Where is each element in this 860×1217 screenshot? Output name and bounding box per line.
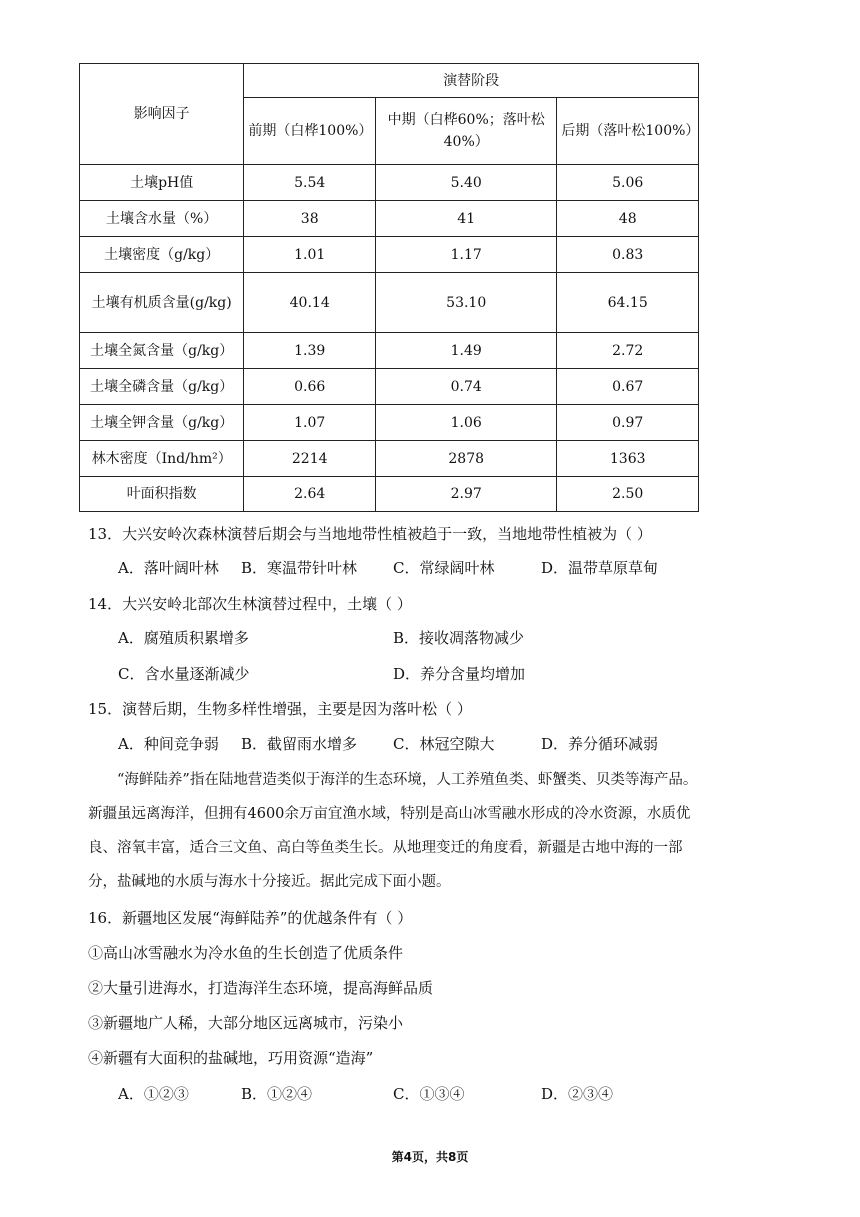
data-table: [79, 63, 699, 512]
row-label: 土壤全磷含量（g/kg）: [80, 369, 244, 405]
question-14-stem: 14．大兴安岭北部次生林演替过程中，土壤（ ）: [88, 595, 412, 613]
table-row: [80, 441, 699, 477]
cell-value: 0.74: [376, 369, 557, 405]
table-row: [80, 369, 699, 405]
question-15-stem: 15．演替后期，生物多样性增强，主要是因为落叶松（ ）: [88, 700, 472, 718]
row-label: 土壤全氮含量（g/kg）: [80, 333, 244, 369]
cell-value: 64.15: [557, 273, 699, 333]
stage-middle: 中期（白桦60%；落叶松40%）: [376, 98, 557, 165]
question-13-option-b: B．寒温带针叶林: [241, 559, 358, 577]
question-13-option-d: D．温带草原草甸: [541, 559, 659, 577]
question-16-option-c: C．①③④: [393, 1085, 465, 1103]
cell-value: 1.07: [244, 405, 376, 441]
cell-value: 5.40: [376, 165, 557, 201]
row-label: 土壤全钾含量（g/kg）: [80, 405, 244, 441]
question-13-option-c: C．常绿阔叶林: [393, 559, 495, 577]
question-16-statement-3: ③新疆地广人稀，大部分地区远离城市，污染小: [88, 1014, 404, 1032]
stage-late: 后期（落叶松100%）: [557, 98, 699, 165]
cell-value: 5.54: [244, 165, 376, 201]
cell-value: 38: [244, 201, 376, 237]
row-label: 土壤密度（g/kg）: [80, 237, 244, 273]
cell-value: 53.10: [376, 273, 557, 333]
cell-value: 2.64: [244, 477, 376, 512]
cell-value: 0.67: [557, 369, 699, 405]
cell-value: 2.72: [557, 333, 699, 369]
cell-value: 0.66: [244, 369, 376, 405]
table-row: [80, 405, 699, 441]
cell-value: 2214: [244, 441, 376, 477]
page-footer: 第4页，共8页: [391, 1150, 469, 1164]
passage: “海鲜陆养”指在陆地营造类似于海洋的生态环境，人工养殖鱼类、虾蟹类、贝类等海产品。新疆虽远离海洋，但拥有4600余万亩宜渔水域，特别是高山冰雪融水形成的冷水资源，水质优良、溶氧丰富，适合三文鱼、高白等鱼类生长。从地理变迁的角度看，新疆是古地中海的一部分，盐碱地的水质与海水十分接近。据此完成下面小题。: [88, 772, 698, 890]
question-15-option-b: B．截留雨水增多: [241, 735, 358, 753]
cell-value: 0.97: [557, 405, 699, 441]
question-14-option-a: A．腐殖质积累增多: [118, 629, 249, 647]
question-15-option-d: D．养分循环减弱: [541, 735, 659, 753]
table-row: [80, 477, 699, 512]
table-row: [80, 165, 699, 201]
cell-value: 2.97: [376, 477, 557, 512]
question-14-option-c: C．含水量逐渐减少: [118, 665, 250, 683]
question-16-option-a: A．①②③: [118, 1085, 189, 1103]
cell-value: 2.50: [557, 477, 699, 512]
table-row: [80, 333, 699, 369]
stage-early: 前期（白桦100%）: [244, 98, 376, 165]
cell-value: 41: [376, 201, 557, 237]
cell-value: 2878: [376, 441, 557, 477]
factor-header: 影响因子: [80, 64, 244, 165]
table-row: [80, 237, 699, 273]
question-16-statement-4: ④新疆有大面积的盐碱地，巧用资源“造海”: [88, 1049, 374, 1067]
cell-value: 1.06: [376, 405, 557, 441]
question-14-option-b: B．接收凋落物减少: [393, 629, 525, 647]
question-16-option-b: B．①②④: [241, 1085, 313, 1103]
question-16-statement-1: ①高山冰雪融水为冷水鱼的生长创造了优质条件: [88, 944, 404, 962]
cell-value: 1363: [557, 441, 699, 477]
question-16-stem: 16．新疆地区发展“海鲜陆养”的优越条件有（ ）: [88, 909, 413, 927]
row-label: 土壤有机质含量(g/kg): [80, 273, 244, 333]
question-13-stem: 13．大兴安岭次森林演替后期会与当地地带性植被趋于一致，当地地带性植被为（ ）: [88, 525, 652, 543]
question-14-option-d: D．养分含量均增加: [393, 665, 526, 683]
question-16-statement-2: ②大量引进海水，打造海洋生态环境，提高海鲜品质: [88, 979, 434, 997]
question-15-option-a: A．种间竞争弱: [118, 735, 219, 753]
cell-value: 1.01: [244, 237, 376, 273]
cell-value: 48: [557, 201, 699, 237]
cell-value: 1.39: [244, 333, 376, 369]
table-row: [80, 273, 699, 333]
table-row: [80, 201, 699, 237]
cell-value: 1.17: [376, 237, 557, 273]
stage-header: 演替阶段: [244, 64, 699, 98]
cell-value: 0.83: [557, 237, 699, 273]
cell-value: 5.06: [557, 165, 699, 201]
question-16-option-d: D．②③④: [541, 1085, 614, 1103]
row-label: 林木密度（Ind/hm²）: [80, 441, 244, 477]
cell-value: 1.49: [376, 333, 557, 369]
row-label: 叶面积指数: [80, 477, 244, 512]
question-13-option-a: A．落叶阔叶林: [118, 559, 219, 577]
row-label: 土壤含水量（%）: [80, 201, 244, 237]
row-label: 土壤pH值: [80, 165, 244, 201]
question-15-option-c: C．林冠空隙大: [393, 735, 495, 753]
cell-value: 40.14: [244, 273, 376, 333]
